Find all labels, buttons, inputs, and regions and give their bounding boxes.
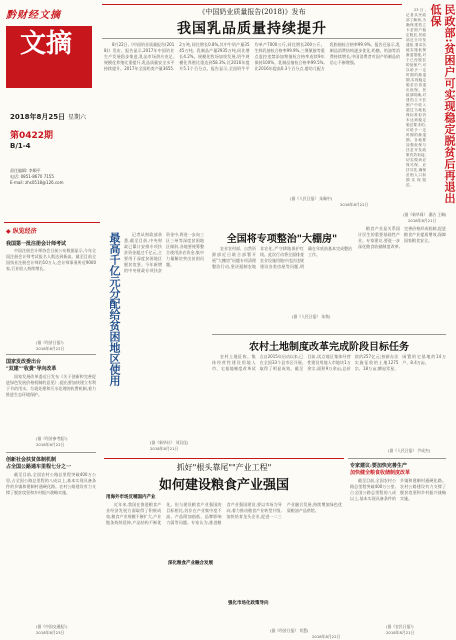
fresh-subtitle: "双建""收费"导向改革 [6,366,57,372]
toilet-text: 农业农村部、自然资源部近日联合部署开展"大棚房"问题专项清理整治行动,坚决遏制农地非农化,严守耕地保护红线。此次行动将全面排查农业设施用地中违法违规建设各类房屋等问题,明确在年底前基本完成整治工作。 [212,246,352,269]
land-text: 农村土地征收、集体经营性建设用地入市、宅基地制度改革试点自2015年启动以来,已在全国33个县市区开展,取得了明显成效。截至目前,试点地区集体经营性建设用地入市地块1万余宗,面积9万余亩,总价款约257亿元;按新办法实施征收的土地1275宗、18万亩;腾退零星、闲置的宅基地约14万户、8.4万亩。 [212,354,446,371]
right-mid-body [358,226,446,330]
date-line: 2018年8月25日 [10,113,66,121]
fresh-date: 2018年8月22日 [36,442,65,447]
right-bottom-subtitle: 加快健全粮食收储制度改革 [350,470,411,476]
poverty-text: 23日,记者从民政部了解到,为确保建档立卡贫困户稳定脱贫,民政部近日印发通知,要求各地实施低保渐退措施,对于已经脱贫的低保户,可以给予一定时期的渐退期,实现稳定脱贫后再退出低保。民政部明确,对建档立卡贫困户中收入超过当地低保标准但仍未达到稳定脱贫要求的,可给予一定时期的渐退期。各地要加强低保与扶贫开发政策有效衔接,切实做到应保尽保、应扶尽扶,确保贫困人口如期实现脱贫。 [406,8,426,187]
dairy-body [104,42,400,192]
sidebar-rule-3 [6,452,96,453]
green-date: 2018年8月21日 [150,446,179,451]
grain-text: 近年来,我国在推进粮食产业经济发展方面取得了积极成效,粮食产业规模不断扩大,产业链条持续延伸,产品结构不断优化。但与建设粮食产业强国的目标相比,仍存在产业集中度不高、产品附加值低、品牌影响力弱等问题。专家认为,推进粮食产业强国建设,要以市场为导向,着力推动粮食产业转型升级,加快培育龙头企业,促进一二三产业融合发展,持续增加绿色优质粮油产品供给。 [106,502,342,525]
right-bottom-title: 专家建议:要加快完善生产 [350,463,407,469]
shoe-date: 2018年8月22日 [36,346,65,351]
green-body [124,232,204,432]
fresh-byline: (据《经济参考报》) [36,436,68,441]
weekday: 星期六 [68,114,87,121]
lower-text: 截至目前,全国农村公路总里程突破400万公里,占全国公路总里程的八成以上,基本实现具备条件的乡镇和建制村通硬化路。农村公路建设有力支撑了脱贫攻坚和乡村振兴战略实施。 [6,472,96,495]
right-bottom-date: 2018年8月21日 [386,630,415,635]
poverty-body [406,8,426,208]
poverty-date: 2018年8月21日 [408,218,437,223]
poverty-title-block [426,4,456,205]
sidebar-rule-2 [6,354,96,355]
grain-subhead-1: 用海外市场反哺国内产业 [106,495,156,500]
logo-text: 文摘 [20,29,73,59]
fresh-title: 国家发改委出台 [6,359,42,365]
page-range: B/1-4 [10,142,31,150]
dairy-kicker: 《中国奶业质量报告(2018)》发布 [198,8,306,16]
masthead-logo-block [6,26,92,88]
land-byline: (据《人民日报》 尹成杰) [388,448,431,453]
green-byline: (据《新华社》 刘羽佳) [150,440,189,445]
editor-line-1: 责任编辑: 李顺平 [10,168,41,173]
toilet-body [212,246,352,310]
masthead [4,4,96,214]
section-tag: ◆ 纵览经济 [6,228,37,235]
right-bottom-rule [348,458,446,459]
green-text: 记者从财政部获悉,截至目前,中央财政已累计安排专项扶贫资金超过千亿元,主要用于深度贫困地区脱贫攻坚。今年新增的中央财政专项扶贫资金中,将进一步向三区三州等深度贫困地区倾斜,各地要统筹整合使用涉农资金,集中力量解决突出贫困问题。 [124,232,204,273]
grain-subhead-3: 强化市场化政策导向 [228,601,269,606]
grain-subhead-2: 深化粮食产业融合发展 [168,561,213,566]
shoe-text: 中国注册会计师协会日前公布数据显示,今年全国注册会计师考试报名人数达到新高。截至目前全国执业注册会计师约10万人,会计师事务所近9000家,行业收入持续增长。 [6,248,96,271]
right-bottom-text: 截至目前,全国农村公路总里程突破400万公里,占全国公路总里程的八成以上,基本实现具备条件的乡镇和建制村通硬化路。农村公路建设有力支撑了脱贫攻坚和乡村振兴战略实施。 [350,478,446,501]
sidebar-rule [4,222,100,223]
poverty-title: 民政部:贫困户可实现稳定脱贫后再退出低保 [429,4,456,205]
shoe-title: 我国第一批注册会计师考试 [6,241,67,247]
grain-date: 2018年8月22日 [312,634,341,639]
lower-subtitle: 占全国公路通车里程七分之一 [6,464,72,470]
dairy-text: 8月22日,《中国奶业质量报告(2018)》发布。报告显示,2017年中国奶业生产发展稳步推进,乳品市场供应充足,规模化养殖比重提升,乳品质量安全水平持续提升。2017年全国奶类产量3655.2万吨,同比增长0.8%,其中牛奶产量3545万吨。乳制品产量2935万吨,同比增长4.2%。规模化牧场加快发展,奶牛规模化养殖比重达到58.3%,比2016年提升5.1个百分点。报告显示,全国奶牛平均单产7000公斤,同比增长200公斤。生鲜乳抽检合格率99.9%,三聚氰胺等重点监控违禁添加物抽检合格率连续9年保持100%。乳制品抽检合格率99.5%,比2016年提高0.3个百分点,婴幼儿配方乳粉抽检合格率99.9%。报告还显示,乳制品消费结构逐步优化,奶酪、奶油等消费持续增长,中国消费者对国产奶制品的信心不断增强。 [104,42,400,71]
shoe-body [6,248,96,338]
poverty-byline: (据《新华网》 潘洁 王琳) [403,212,447,217]
paper-name: 黔财经文摘 [6,10,61,21]
grain-rule [104,458,344,459]
issue-number: 第0422期 [10,131,54,141]
top-rule [102,4,402,5]
editor-line-2: 电话: 0851-8670 7155 [10,174,54,179]
fresh-body [6,374,96,434]
lower-date: 2018年8月23日 [36,630,65,635]
green-vertical-title: 最高千亿元分配给贫困地区使用 [108,232,121,386]
land-body [212,354,446,446]
toilet-byline: (据《人民日报》 朱隽) [292,314,331,319]
grain-body [106,502,342,628]
grain-title: 如何建设粮食产业强国 [158,478,289,493]
lower-title: 创新社会扶贫体制机制 [6,457,57,463]
lower-body [6,472,96,622]
fresh-text: 国家发展改革委近日发布《关于创新和完善促进绿色发展价格机制的意见》,提出要加快建立有利于节约用水、垃圾处理和污水处理的收费机制,着力推进生态环境保护。 [6,374,96,397]
grain-kicker: 抓好"根头靠尾""产业工程" [176,463,272,472]
dairy-rule [102,38,402,39]
right-mid-text: 粮食产业是关系国计民生的重要基础性产业。专家建议,要进一步深化粮食收储制度改革,完善价格形成机制,促进粮食产业提质增效,保障国家粮食安全。 [358,226,446,249]
dairy-title: 我国乳品质量持续提升 [177,21,327,37]
land-rule [212,334,446,335]
dairy-byline: (据《人民日报》 朱佩中) [290,196,333,201]
grain-byline: (据《经济日报》 刘慧) [270,628,309,633]
lower-byline: (据《中国交通报》) [36,624,68,629]
toilet-title: 全国将专项整治"大棚房" [226,234,338,245]
land-title: 农村土地制度改革完成阶段目标任务 [249,342,409,353]
editor-line-3: E-mail: zhs0518@126.com [10,180,64,185]
right-bottom-byline: (据《农民日报》) [386,624,414,629]
dairy-date: 2018年8月22日 [340,202,369,207]
right-bottom-body [350,478,446,618]
shoe-byline: (据《经济日报》) [36,340,64,345]
